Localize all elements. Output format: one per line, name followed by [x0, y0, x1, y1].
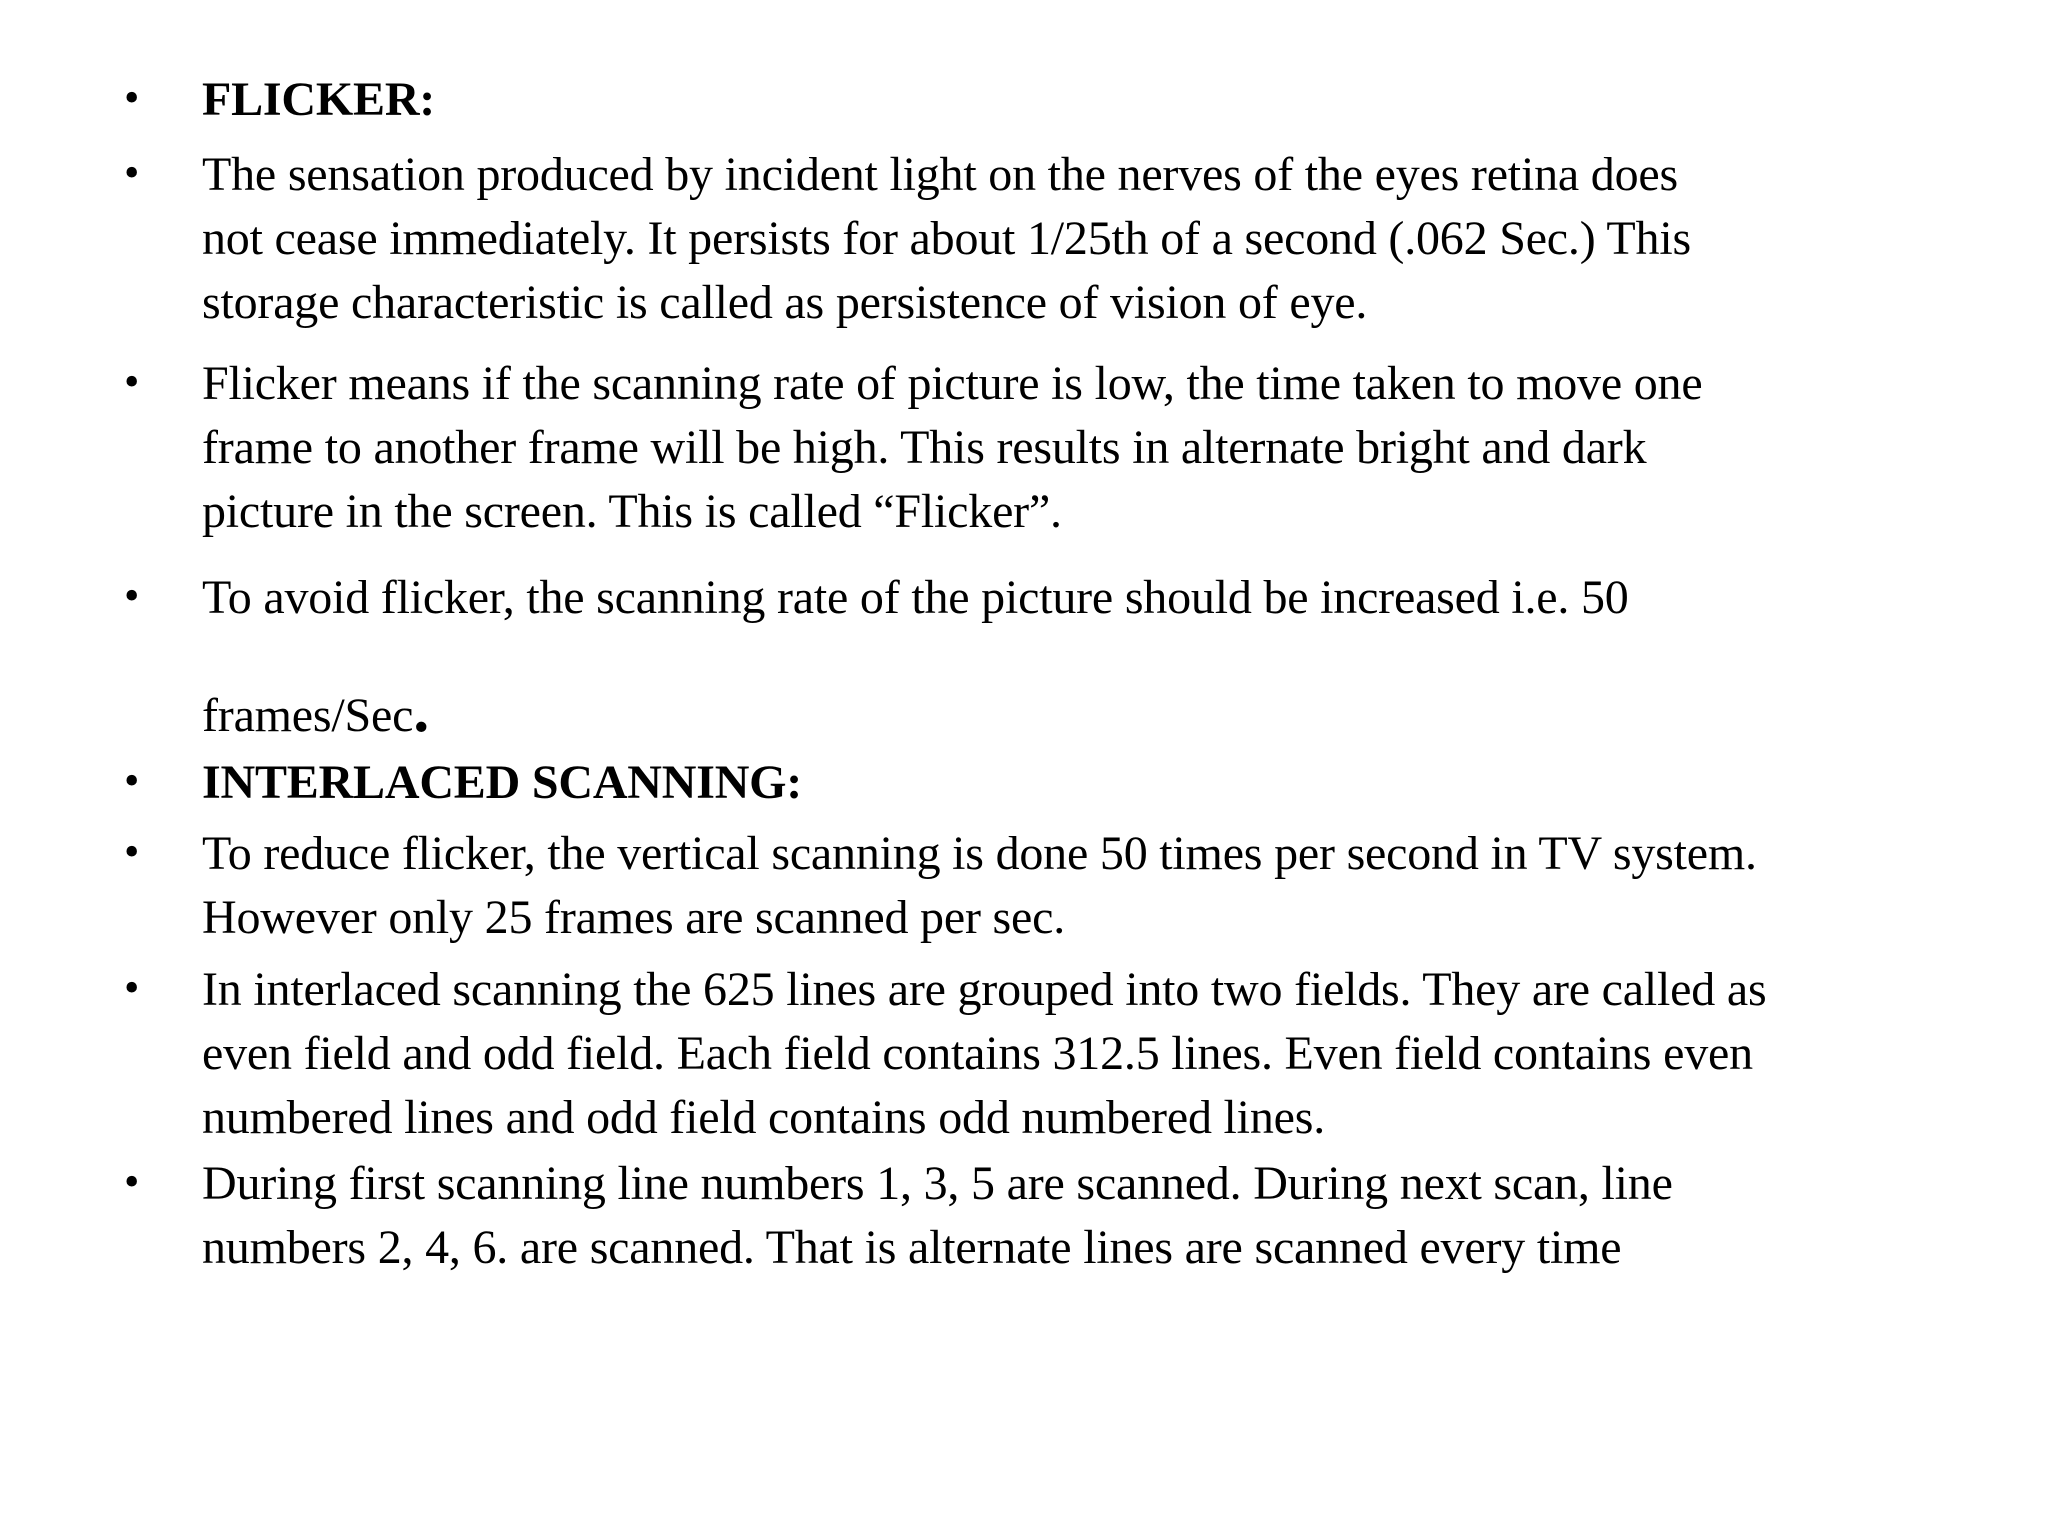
section-heading-interlaced: INTERLACED SCANNING:	[202, 756, 803, 809]
bullet-icon: •	[124, 827, 140, 876]
section-heading-flicker: FLICKER:	[202, 73, 436, 126]
bullet-icon: •	[124, 571, 140, 620]
bullet-icon: •	[124, 73, 140, 122]
bullet-text-avoid-flicker: To avoid flicker, the scanning rate of the picture should be increased i.e. 50 frames/Sec.	[202, 571, 1629, 745]
bullet-text-scanning-order: During first scanning line numbers 1, 3, 5 are scanned. During next scan, line numbers 2, 4, 6. are scanned. That is alternate lines are scanned every time	[202, 1157, 1673, 1274]
bullet-text-reduce-flicker: To reduce flicker, the vertical scanning is done 50 times per second in TV system. However only 25 frames are scanned per sec.	[202, 827, 1757, 944]
bullet-text-persistence: The sensation produced by incident light on the nerves of the eyes retina does not cease immediately. It persists for about 1/25th of a second (.062 Sec.) This storage characteristic is called as persistence of vision of eye.	[202, 148, 1691, 329]
bullet-icon: •	[124, 963, 140, 1012]
bullet-icon: •	[124, 756, 140, 805]
bullet-icon: •	[124, 357, 140, 406]
bullet-icon: •	[124, 148, 140, 197]
bullet-text-interlaced-fields: In interlaced scanning the 625 lines are grouped into two fields. They are called as even field and odd field. Each field contains 312.5 lines. Even field contains even numbered lines and odd field contains odd numbered lines.	[202, 963, 1767, 1144]
bullet-text-flicker-meaning: Flicker means if the scanning rate of picture is low, the time taken to move one frame to another frame will be high. This results in alternate bright and dark picture in the screen. This is called “Flicker”.	[202, 357, 1703, 538]
bullet-icon: •	[124, 1157, 140, 1206]
